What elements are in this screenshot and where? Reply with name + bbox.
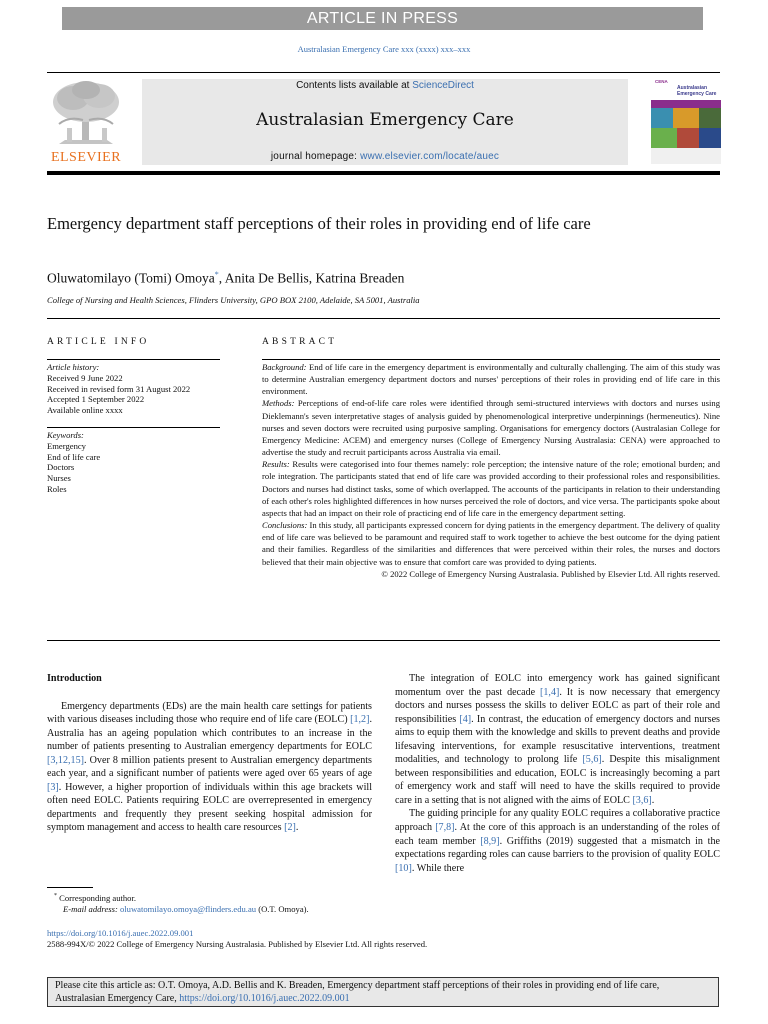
journal-homepage-line bbox=[142, 151, 628, 162]
cover-photo-1 bbox=[651, 108, 673, 128]
reference-link[interactable]: [10] bbox=[395, 862, 412, 874]
abstract-body bbox=[262, 361, 720, 580]
cover-purple-band bbox=[651, 100, 721, 108]
email-label: E-mail address: bbox=[63, 903, 118, 914]
affiliation: College of Nursing and Health Sciences, Flinders University, GPO BOX 2100, Adelaide, SA 5001, Australia bbox=[47, 295, 420, 305]
reference-link[interactable]: [3,12,15] bbox=[47, 754, 85, 766]
issn-copyright-line: 2588-994X/© 2022 College of Emergency Nursing Australasia. Published by Elsevier Ltd. All rights reserved. bbox=[47, 939, 428, 949]
footnote bbox=[47, 891, 309, 915]
intro-text: . Australia has an ageing population which contributes to an increase in the number of patients presenting to Australian emergency departments for EOLC bbox=[47, 714, 372, 753]
history-item: Received 9 June 2022 bbox=[47, 372, 123, 383]
cover-photo-6 bbox=[699, 128, 721, 148]
keyword-item: Emergency bbox=[47, 440, 86, 451]
keyword-item: Nurses bbox=[47, 473, 71, 484]
reference-link[interactable]: [3] bbox=[47, 781, 59, 793]
cover-photo-5 bbox=[677, 128, 699, 148]
journal-title: Australasian Emergency Care bbox=[256, 110, 514, 130]
introduction-heading: Introduction bbox=[47, 673, 102, 684]
cover-photo-2 bbox=[673, 108, 699, 128]
abstract-methods bbox=[262, 397, 720, 458]
keywords-list bbox=[47, 430, 227, 495]
author-list bbox=[47, 270, 404, 287]
cover-logo-text: CENA bbox=[655, 79, 668, 84]
intro-text: . While there bbox=[411, 862, 465, 874]
abstract-results bbox=[262, 458, 720, 519]
intro-text: . It is now necessary that emergency doctors and nurses possess the skills to deliver EOLC as part of their role and responsibilities bbox=[395, 686, 721, 725]
history-item: Accepted 1 September 2022 bbox=[47, 394, 145, 405]
header-bottom-rule bbox=[47, 171, 720, 175]
results-label: Results: bbox=[262, 459, 290, 470]
cover-photo-3 bbox=[699, 108, 721, 128]
background-text: End of life care in the emergency department is environmentally and culturally challenging. The aim of this study was to determine Australian emergency department doctors and nurses' perceptions of their roles in providing end of life care in this environment. bbox=[262, 362, 721, 397]
history-label: Article history: bbox=[47, 362, 100, 372]
history-item: Received in revised form 31 August 2022 bbox=[47, 383, 191, 394]
contents-line bbox=[142, 80, 628, 91]
conclusions-label: Conclusions: bbox=[262, 520, 308, 531]
email-link[interactable]: oluwatomilayo.omoya@flinders.edu.au bbox=[119, 903, 257, 914]
reference-link[interactable]: [7,8] bbox=[435, 822, 455, 834]
keywords-label: Keywords: bbox=[47, 430, 84, 440]
abstract-conclusions bbox=[262, 519, 720, 568]
cover-photo-4 bbox=[651, 128, 677, 148]
article-history bbox=[47, 362, 227, 416]
methods-label: Methods: bbox=[262, 398, 295, 409]
header-top-rule bbox=[47, 72, 720, 73]
body-right-column bbox=[395, 672, 720, 875]
intro-text: . Despite this misalignment between responsibilities and education, EOLC is increasingly becoming a part of emergency work and staff will need to have the skills required to provide care in a setting that is not aligned with the aims of EOLC bbox=[395, 754, 720, 806]
reference-link[interactable]: [3,6] bbox=[632, 794, 652, 806]
intro-paragraph-2 bbox=[395, 672, 720, 807]
footnote-mark: * bbox=[54, 893, 57, 899]
abstract-rule bbox=[262, 359, 720, 360]
intro-text: . However, a higher proportion of individuals within this age brackets will often need EOLC. Patients requiring EOLC are overrepresented in emergency departments and frequently they present seeking hospital admission for symptom management and access to health care resources bbox=[47, 781, 372, 834]
footnote-corresponding-text: Corresponding author. bbox=[59, 892, 137, 903]
cite-notice-box bbox=[47, 977, 719, 1007]
footnote-rule bbox=[47, 887, 93, 888]
info-top-rule bbox=[47, 318, 720, 319]
cover-footer bbox=[651, 148, 721, 164]
keyword-item: Doctors bbox=[47, 462, 75, 473]
article-info-heading: ARTICLE INFO bbox=[47, 337, 150, 347]
cite-notice-text: Please cite this article as: O.T. Omoya, A.D. Bellis and K. Breaden, Emergency department staff perceptions of their roles in providing end of life care, Australasian Emergency Care, bbox=[55, 980, 660, 1004]
elsevier-wordmark: ELSEVIER bbox=[50, 150, 122, 165]
homepage-prefix: journal homepage: bbox=[270, 151, 361, 162]
elsevier-tree-logo bbox=[47, 80, 125, 148]
body-left-column bbox=[47, 672, 372, 835]
primary-author: Oluwatomilayo (Tomi) Omoya bbox=[47, 270, 215, 286]
abstract-background bbox=[262, 361, 720, 397]
abstract-heading: ABSTRACT bbox=[262, 337, 338, 347]
reference-link[interactable]: [5,6] bbox=[582, 754, 602, 766]
background-label: Background: bbox=[262, 362, 307, 372]
conclusions-text: In this study, all participants expressed concern for dying patients in the emergency department. The delivery of quality end of life care was believed to be paramount and required staff to work together to achieve the best outcome for the dying patient and their families. Regardless of the similarities and differences that were perceived within their roles, the nurses and doctors believed that their main objective was to ensure that comfort care was provided to dying patients. bbox=[262, 520, 721, 567]
abstract-copyright: © 2022 College of Emergency Nursing Australasia. Published by Elsevier Ltd. All rights reserved. bbox=[381, 568, 720, 579]
methods-text: Perceptions of end-of-life care roles were identified through semi-structured interviews with doctors and nurses using Dieklemann's seven interpretative stages of analysis guided by phenomenological interpretive underpinnings (hermeneutics). Nine nurses and seven doctors were recruited using purposive sampling. Organisations for emergency doctors (Australasian College for Emergency Medicine: ACEM) and emergency nurses (College of Emergency Nursing Australasia: CENA) were approached to advertise the study and recruit participants across Australia via email. bbox=[262, 398, 721, 458]
other-authors: , Anita De Bellis, Katrina Breaden bbox=[218, 270, 405, 286]
article-title: Emergency department staff perceptions of their roles in providing end of life care bbox=[47, 214, 591, 233]
reference-link[interactable]: [1,2] bbox=[350, 714, 370, 726]
abstract-bottom-rule bbox=[47, 640, 720, 641]
cover-journal-title: Australasian Emergency Care bbox=[677, 85, 717, 97]
intro-text: . bbox=[651, 794, 655, 806]
journal-homepage-link[interactable]: www.elsevier.com/locate/auec bbox=[360, 151, 500, 162]
doi-link[interactable]: https://doi.org/10.1016/j.auec.2022.09.001 bbox=[47, 928, 194, 938]
cite-notice-doi-link[interactable]: https://doi.org/10.1016/j.auec.2022.09.001 bbox=[179, 992, 350, 1004]
keywords-rule bbox=[47, 427, 220, 428]
intro-paragraph-1 bbox=[47, 700, 372, 835]
intro-text: . Griffiths (2019) suggested that a mismatch in the expectations regarding roles can cause barriers to the provision of quality EOLC bbox=[395, 835, 720, 861]
article-info-rule bbox=[47, 359, 220, 360]
results-text: Results were categorised into four themes namely: role perception; the intensive nature of the role; emotional burden; and role integration. The participants stated that end of life care was provided according to their professional roles and responsibilities. Doctors and nurses had distinct tasks, some of which overlapped. The accounts of the participants in relation to their understanding of each other's roles highlighted differences in how nurses perceived the role of doctors, and vice versa. The participants spoke about aspects that had an impact on their role of practicing end of life care in the emergency department setting. bbox=[262, 459, 720, 518]
article-in-press-banner: ARTICLE IN PRESS bbox=[62, 7, 703, 30]
reference-link[interactable]: [2] bbox=[284, 822, 296, 834]
journal-cover-image bbox=[651, 78, 721, 164]
intro-text: Emergency departments (EDs) are the main health care settings for patients with various diseases including those who require end of life care (EOLC) bbox=[47, 700, 372, 726]
intro-text: . In contrast, the education of emergency doctors and nurses aims to equip them with the knowledge and skills to prevent deaths and provide lifesaving interventions, for example resuscitative interventions, treatment modalities, and technology to prolong life bbox=[395, 713, 720, 766]
keyword-item: Roles bbox=[47, 483, 67, 494]
intro-text: . Over 8 million patients present to Australian emergency departments each year, and a significant number of patients were aged over 65 years of age bbox=[47, 754, 372, 780]
reference-link[interactable]: [8,9] bbox=[480, 835, 500, 847]
reference-link[interactable]: [4] bbox=[459, 713, 472, 725]
sciencedirect-link[interactable]: ScienceDirect bbox=[412, 80, 474, 91]
keyword-item: End of life care bbox=[47, 451, 101, 462]
footnote-corresponding bbox=[47, 891, 309, 904]
intro-text: The guiding principle for any quality EOLC requires a collaborative practice approach bbox=[395, 808, 720, 834]
history-item: Available online xxxx bbox=[47, 405, 123, 416]
email-suffix: (O.T. Omoya). bbox=[258, 903, 309, 914]
contents-prefix: Contents lists available at bbox=[296, 80, 413, 91]
journal-citation-link[interactable]: Australasian Emergency Care xxx (xxxx) xxx–xxx bbox=[297, 44, 471, 54]
intro-text: . At the core of this approach is an understanding of the roles of each team member bbox=[395, 822, 720, 847]
intro-text: . bbox=[295, 822, 299, 834]
intro-text: The integration of EOLC into emergency work has gained significant momentum over the past decade bbox=[395, 673, 720, 698]
footnote-email bbox=[47, 904, 309, 915]
intro-paragraph-3 bbox=[395, 807, 720, 875]
reference-link[interactable]: [1,4] bbox=[540, 686, 560, 698]
corresponding-author-mark[interactable]: * bbox=[214, 270, 219, 279]
